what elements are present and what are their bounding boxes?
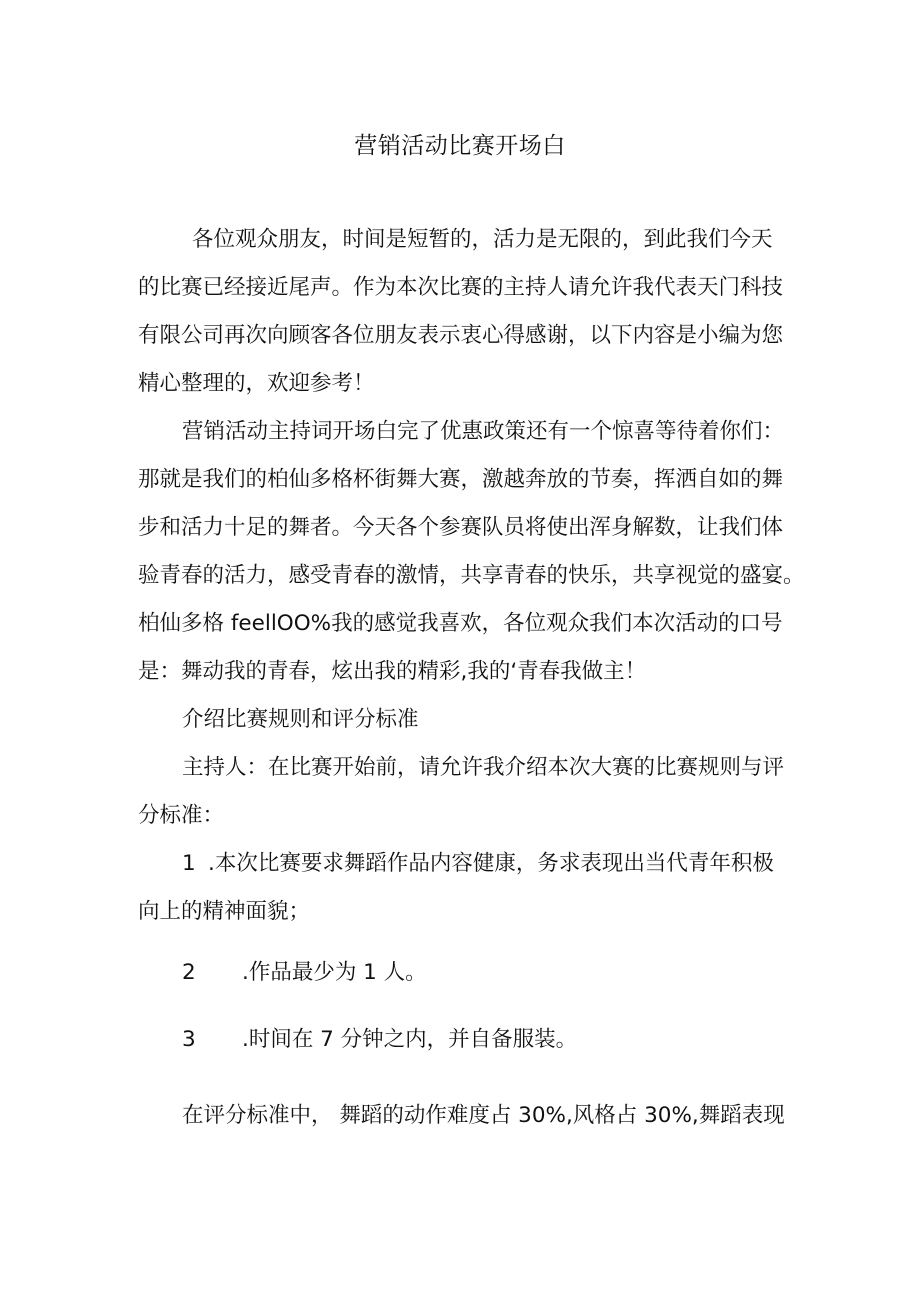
para2-line-4: 验青春的活力，感受青春的激情，共享青春的快乐，共享视觉的盛宴。 [138,563,805,588]
host-line-2: 分标准： [138,803,225,828]
document-title: 营销活动比赛开场白 [354,133,566,159]
intro-line-1: 各位观众朋友，时间是短暂的，活力是无限的，到此我们今天 [192,227,773,252]
rule-3-line-1: .时间在 7 分钟之内，并自备服装。 [242,1027,578,1052]
scoring-line: 在评分标准中， 舞蹈的动作难度占 30%,风格占 30%,舞蹈表现 [182,1103,785,1128]
para2-line-6: 是：舞动我的青春，炫出我的精彩,我的‘青春我做主！ [138,659,647,684]
intro-line-4: 精心整理的，欢迎参考！ [138,371,375,396]
para2-line-3: 步和活力十足的舞者。今天各个参赛队员将使出浑身解数，让我们体 [138,515,784,540]
intro-line-2: 的比赛已经接近尾声。作为本次比赛的主持人请允许我代表天门科技 [138,275,784,300]
rule-1-line-2: 向上的精神面貌； [138,899,311,924]
rule-2-line-1: .作品最少为 1 人。 [242,960,427,985]
section-heading: 介绍比赛规则和评分标准 [182,707,419,732]
para2-line-5: 柏仙多格 feellOO%我的感觉我喜欢，各位观众我们本次活动的口号 [138,611,783,636]
rule-3-number: 3 [182,1027,196,1052]
rule-1-number: 1 [182,851,196,876]
para2-line-1: 营销活动主持词开场白完了优惠政策还有一个惊喜等待着你们： [182,419,785,444]
para2-line-2: 那就是我们的柏仙多格杯街舞大赛，激越奔放的节奏，挥洒自如的舞 [138,467,784,492]
rule-1-line-1: .本次比赛要求舞蹈作品内容健康，务求表现出当代青年积极 [208,851,774,876]
host-line-1: 主持人：在比赛开始前，请允许我介绍本次大赛的比赛规则与评 [182,755,785,780]
intro-line-3: 有限公司再次向顾客各位朋友表示衷心得感谢，以下内容是小编为您 [138,323,784,348]
rule-2-number: 2 [182,960,196,985]
